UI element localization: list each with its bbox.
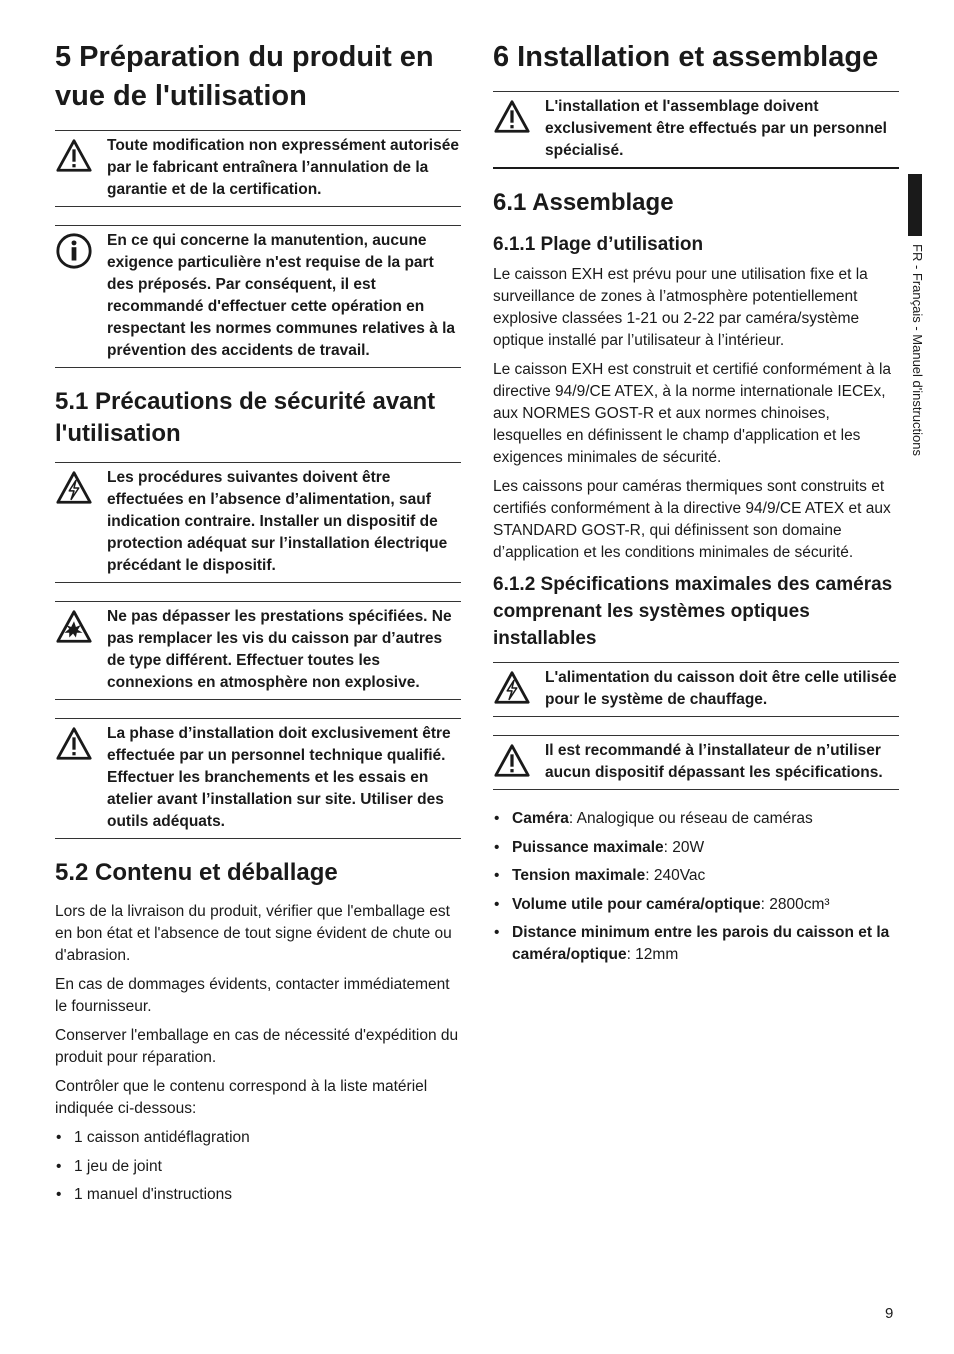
notice-text: L'alimentation du caisson doit être celle utilisée pour le système de chauffage. xyxy=(545,669,897,708)
spec-item-distance xyxy=(493,922,899,966)
spec-item-volume xyxy=(493,894,899,916)
spec-label: Tension maximale xyxy=(512,867,646,884)
paragraph: Contrôler que le contenu correspond à la liste matériel indiquée ci-dessous: xyxy=(55,1078,428,1117)
section-6-1-2-heading: 6.1.2 Spécifications maximales des caméras comprenant les systèmes optiques installables xyxy=(493,574,893,649)
paragraph: Lors de la livraison du produit, vérifier que l'emballage est en bon état et l'absence de tout signe évident de chute ou d'abrasion. xyxy=(55,903,452,964)
notice-text: Toute modification non expressément autorisée par le fabricant entraînera l’annulation de la garantie et de la certification. xyxy=(107,137,459,198)
paragraph: Conserver l'emballage en cas de nécessité d'expédition du produit pour réparation. xyxy=(55,1027,459,1066)
spec-value: : 20W xyxy=(663,838,705,856)
page-number: 9 xyxy=(885,1305,894,1322)
list-item: • 1 jeu de joint xyxy=(55,1156,461,1178)
warning-notice-modification xyxy=(55,130,461,207)
warning-icon xyxy=(55,725,93,763)
spec-value: : 240Vac xyxy=(645,867,706,884)
spec-value: : 12mm xyxy=(626,946,679,963)
specs-list xyxy=(493,808,899,966)
warning-icon xyxy=(493,98,531,136)
section-6-1-1-heading: 6.1.1 Plage d’utilisation xyxy=(493,234,704,255)
spec-item-power xyxy=(493,837,899,859)
spec-label: Caméra xyxy=(512,810,569,827)
spec-label: Distance minimum entre les parois du caisson et la caméra/optique xyxy=(512,924,890,963)
side-language-label: FR - Français - Manuel d'instructions xyxy=(910,244,925,456)
explosion-notice xyxy=(55,601,461,700)
paragraph: Les caissons pour caméras thermiques sont construits et certifiés conformément à la directive 94/9/CE ATEX et aux STANDARD GOST-R, qui définissent son domaine d’application et les conditions minimales de sécurité. xyxy=(493,478,891,561)
list-item: • 1 caisson antidéflagration xyxy=(55,1127,461,1149)
section-6-1-heading: 6.1 Assemblage xyxy=(493,189,674,216)
warning-icon xyxy=(55,137,93,175)
notice-text: Ne pas dépasser les prestations spécifiées. Ne pas remplacer les vis du caisson par d’autres de type différent. Effectuer toutes les connexions en atmosphère non explosive. xyxy=(107,608,452,691)
right-column xyxy=(493,38,899,973)
notice-text: Il est recommandé à l’installateur de n’utiliser aucun dispositif dépassant les spécifications. xyxy=(545,742,883,781)
info-icon xyxy=(55,232,93,270)
section-5-heading: 5 Préparation du produit en vue de l'utilisation xyxy=(55,41,434,112)
warning-notice-staff xyxy=(493,91,899,169)
paragraph: Le caisson EXH est prévu pour une utilisation fixe et la surveillance de zones à l’atmosphère potentiellement explosive classées 1-21 ou 2-22 par caméra/système optique installé par l’utilisateur à l’intérieur. xyxy=(493,266,868,349)
info-notice-handling xyxy=(55,225,461,368)
spec-label: Volume utile pour caméra/optique xyxy=(512,895,761,913)
electrical-notice-power xyxy=(55,462,461,583)
left-column xyxy=(55,38,461,1213)
spec-value: : 2800cm³ xyxy=(760,895,830,913)
explosive-atmosphere-icon xyxy=(55,608,93,646)
section-6-heading: 6 Installation et assemblage xyxy=(493,41,879,73)
contents-list xyxy=(55,1127,461,1206)
notice-text: En ce qui concerne la manutention, aucune exigence particulière n'est requise de la part des préposés. Par conséquent, il est recommandé d'effectuer cette opération en respectant les normes communes relatives à la prévention des accidents de travail. xyxy=(107,232,456,359)
warning-icon xyxy=(493,742,531,780)
notice-text: L'installation et l'assemblage doivent exclusivement être effectués par un personnel spécialisé. xyxy=(545,98,887,159)
section-5-2-heading: 5.2 Contenu et déballage xyxy=(55,859,338,886)
list-item: • 1 manuel d'instructions xyxy=(55,1184,461,1206)
warning-notice-installation xyxy=(55,718,461,839)
notice-text: Les procédures suivantes doivent être effectuées en l’absence d’alimentation, sauf indication contraire. Installer un dispositif de protection adéquat sur l’installation électrique précédant le dispositif. xyxy=(107,469,448,574)
electrical-hazard-icon xyxy=(55,469,93,507)
paragraph: En cas de dommages évidents, contacter immédiatement le fournisseur. xyxy=(55,976,450,1015)
electrical-notice-heating xyxy=(493,662,899,717)
side-tab-marker xyxy=(908,174,922,236)
spec-label: Puissance maximale xyxy=(512,838,664,856)
paragraph: Le caisson EXH est construit et certifié conformément à la directive 94/9/CE ATEX, à la norme internationale IECEx, aux NORMES GOST-R et aux normes chinoises, lesquelles en définissent le champ d'application et les exigences minimales de sécurité. xyxy=(493,361,892,466)
electrical-hazard-icon xyxy=(493,669,531,707)
spec-item-camera xyxy=(493,808,899,830)
warning-notice-specs xyxy=(493,735,899,790)
spec-item-voltage xyxy=(493,865,899,887)
section-5-1-heading: 5.1 Précautions de sécurité avant l'utilisation xyxy=(55,388,436,447)
spec-value: : Analogique ou réseau de caméras xyxy=(568,810,813,827)
notice-text: La phase d’installation doit exclusivement être effectuée par un personnel technique qualifié. Effectuer les branchements et les essais en atelier avant l’installation sur site. Utiliser des outils adéquats. xyxy=(107,725,451,830)
